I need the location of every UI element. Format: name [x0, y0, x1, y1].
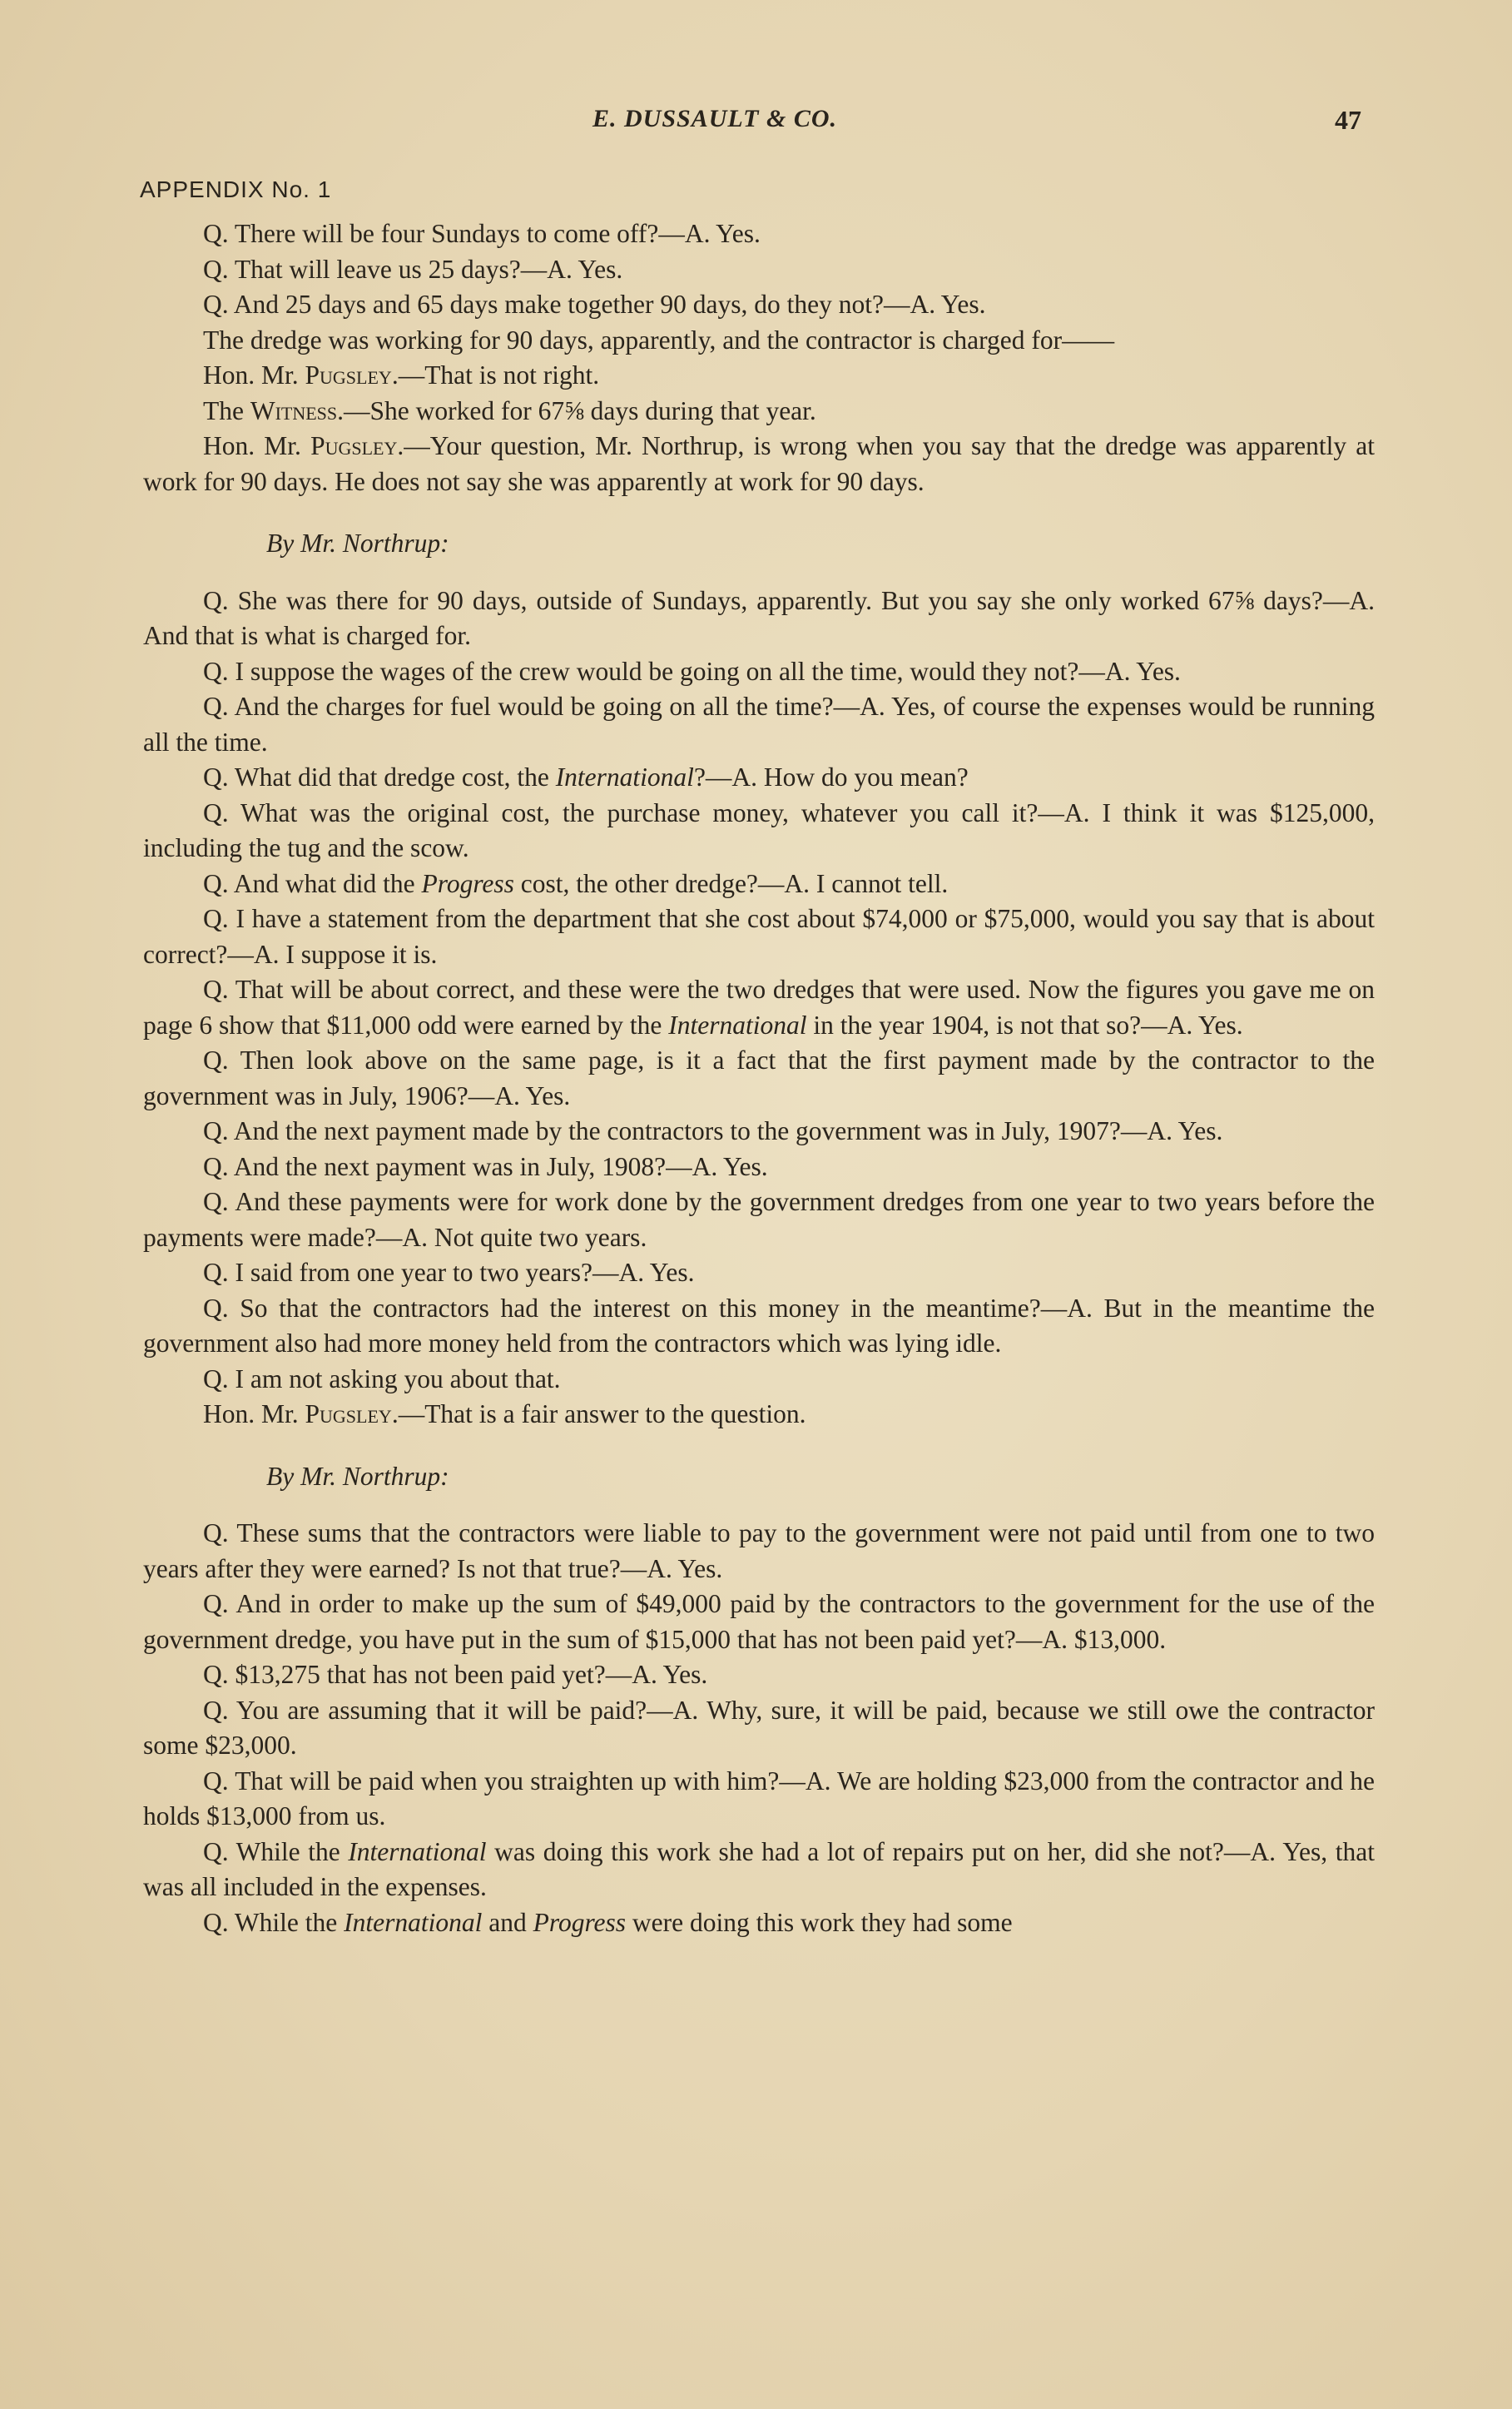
testimony-paragraph: [143, 1764, 1375, 1835]
text-run: Q. And these payments were for work done by the government dredges from one year to two years before the payments were made?—A. Not quite two years.: [143, 1187, 1375, 1252]
testimony-paragraph: [143, 1255, 1375, 1291]
text-run: was doing this work she had a lot of repairs put on her, did she not?—A. Yes, that was all included in the expenses.: [143, 1836, 1375, 1901]
text-run: .—She worked for 67⅝ days during that year.: [337, 395, 816, 425]
testimony-paragraph: [143, 1114, 1375, 1150]
text-run: Q. I am not asking you about that.: [203, 1363, 561, 1393]
testimony-paragraph: [143, 358, 1375, 394]
text-run: The dredge was working for 90 days, apparently, and the contractor is charged for——: [203, 325, 1115, 355]
text-run: Q. There will be four Sundays to come off?—A. Yes.: [203, 219, 761, 248]
testimony-paragraph: [143, 1185, 1375, 1255]
testimony-paragraph: [143, 287, 1375, 323]
text-run: Q. And in order to make up the sum of $49,000 paid by the contractors to the government for the use of the government dredge, you have put in the sum of $15,000 that has not been paid yet?—A. $13,000.: [143, 1589, 1375, 1654]
examiner-heading: [143, 1459, 1375, 1495]
page-number: 47: [1335, 105, 1361, 135]
testimony-body: [143, 216, 1375, 1940]
text-run: Q. While the: [203, 1907, 345, 1937]
speaker-name: Pugsley: [310, 431, 398, 460]
testimony-paragraph: [143, 1905, 1375, 1941]
examiner-heading: [143, 526, 1375, 562]
text-run: Q. And what did the: [203, 868, 422, 898]
running-title: E. DUSSAULT & CO.: [592, 105, 838, 132]
testimony-paragraph: [143, 394, 1375, 430]
text-run: .—That is a fair answer to the question.: [391, 1399, 806, 1428]
testimony-paragraph: [143, 1397, 1375, 1433]
text-run: By Mr. Northrup:: [266, 529, 449, 558]
text-run: Q. And the charges for fuel would be going on all the time?—A. Yes, of course the expenses would be running all the time.: [143, 692, 1375, 757]
appendix-label: APPENDIX No. 1: [140, 176, 332, 202]
testimony-paragraph: [143, 796, 1375, 867]
vessel-name: Progress: [533, 1907, 627, 1937]
vessel-name: International: [668, 1010, 807, 1040]
text-run: Q. What was the original cost, the purchase money, whatever you call it?—A. I think it was $125,000, including the tug and the scow.: [143, 797, 1375, 862]
testimony-paragraph: [143, 689, 1375, 760]
vessel-name: International: [344, 1907, 483, 1937]
testimony-paragraph: [143, 760, 1375, 796]
text-run: in the year 1904, is not that so?—A. Yes.: [806, 1010, 1243, 1040]
testimony-paragraph: [143, 1291, 1375, 1362]
testimony-paragraph: [143, 867, 1375, 902]
text-run: Q. Then look above on the same page, is it a fact that the first payment made by the contractor to the government was in July, 1906?—A. Yes.: [143, 1046, 1375, 1110]
text-run: Q. I suppose the wages of the crew would be going on all the time, would they not?—A. Yes.: [203, 656, 1181, 686]
speaker-name: Pugsley: [305, 1399, 392, 1428]
text-run: Q. That will be paid when you straighten up with him?—A. We are holding $23,000 from the contractor and he holds $13,000 from us.: [143, 1766, 1375, 1830]
testimony-paragraph: [143, 429, 1375, 499]
running-head: [0, 105, 1512, 155]
text-run: Q. I have a statement from the department that she cost about $74,000 or $75,000, would you say that is about correct?—A. I suppose it is.: [143, 904, 1375, 969]
text-run: Q. She was there for 90 days, outside of Sundays, apparently. But you say she only worked 67⅝ days?—A. And that is what is charged for.: [143, 585, 1375, 650]
testimony-paragraph: [143, 1150, 1375, 1185]
testimony-paragraph: [143, 584, 1375, 654]
speaker-name: Pugsley: [305, 360, 392, 390]
text-run: Q. So that the contractors had the interest on this money in the meantime?—A. But in the meantime the government also had more money held from the contractors which was lying idle.: [143, 1293, 1375, 1358]
testimony-paragraph: [143, 1587, 1375, 1657]
testimony-paragraph: [143, 252, 1375, 288]
text-run: Q. I said from one year to two years?—A. Yes.: [203, 1258, 695, 1287]
text-run: Q. And the next payment was in July, 1908?—A. Yes.: [203, 1151, 768, 1181]
text-run: were doing this work they had some: [626, 1907, 1013, 1937]
text-run: ?—A. How do you mean?: [693, 762, 969, 792]
text-run: and: [482, 1907, 533, 1937]
text-run: The: [203, 395, 250, 425]
text-run: Q. $13,275 that has not been paid yet?—A. Yes.: [203, 1660, 708, 1689]
testimony-paragraph: [143, 902, 1375, 972]
vessel-name: International: [555, 762, 694, 792]
testimony-paragraph: [143, 1362, 1375, 1398]
text-run: Q. These sums that the contractors were liable to pay to the government were not paid until from one to two years after they were earned? Is not that true?—A. Yes.: [143, 1518, 1375, 1583]
testimony-paragraph: [143, 654, 1375, 690]
text-run: Q. That will leave us 25 days?—A. Yes.: [203, 254, 623, 284]
testimony-paragraph: [143, 972, 1375, 1043]
testimony-paragraph: [143, 323, 1375, 359]
vessel-name: Progress: [421, 868, 514, 898]
text-run: Q. And 25 days and 65 days make together 90 days, do they not?—A. Yes.: [203, 290, 986, 319]
text-run: cost, the other dredge?—A. I cannot tell.: [513, 868, 949, 898]
vessel-name: International: [348, 1836, 487, 1866]
text-run: Hon. Mr.: [203, 431, 311, 460]
text-run: .—Your question, Mr. Northrup, is wrong when you say that the dredge was apparently at work for 90 days. He does not say she was apparently at work for 90 days.: [143, 431, 1375, 496]
text-run: .—That is not right.: [391, 360, 600, 390]
text-run: Hon. Mr.: [203, 1399, 305, 1428]
testimony-paragraph: [143, 216, 1375, 252]
text-run: Hon. Mr.: [203, 360, 305, 390]
text-run: Q. That will be about correct, and these were the two dredges that were used. Now the figures you gave me on page 6 show that $11,000 odd were earned by the: [143, 975, 1375, 1040]
testimony-paragraph: [143, 1693, 1375, 1764]
speaker-name: Witness: [250, 395, 338, 425]
testimony-paragraph: [143, 1516, 1375, 1587]
text-run: Q. And the next payment made by the contractors to the government was in July, 1907?—A. Yes.: [203, 1116, 1223, 1145]
text-run: Q. What did that dredge cost, the: [203, 762, 556, 792]
testimony-paragraph: [143, 1657, 1375, 1693]
testimony-paragraph: [143, 1043, 1375, 1114]
text-run: Q. You are assuming that it will be paid?—A. Why, sure, it will be paid, because we still owe the contractor some $23,000.: [143, 1695, 1375, 1760]
text-run: By Mr. Northrup:: [266, 1461, 449, 1491]
text-run: Q. While the: [203, 1836, 349, 1866]
testimony-paragraph: [143, 1835, 1375, 1905]
